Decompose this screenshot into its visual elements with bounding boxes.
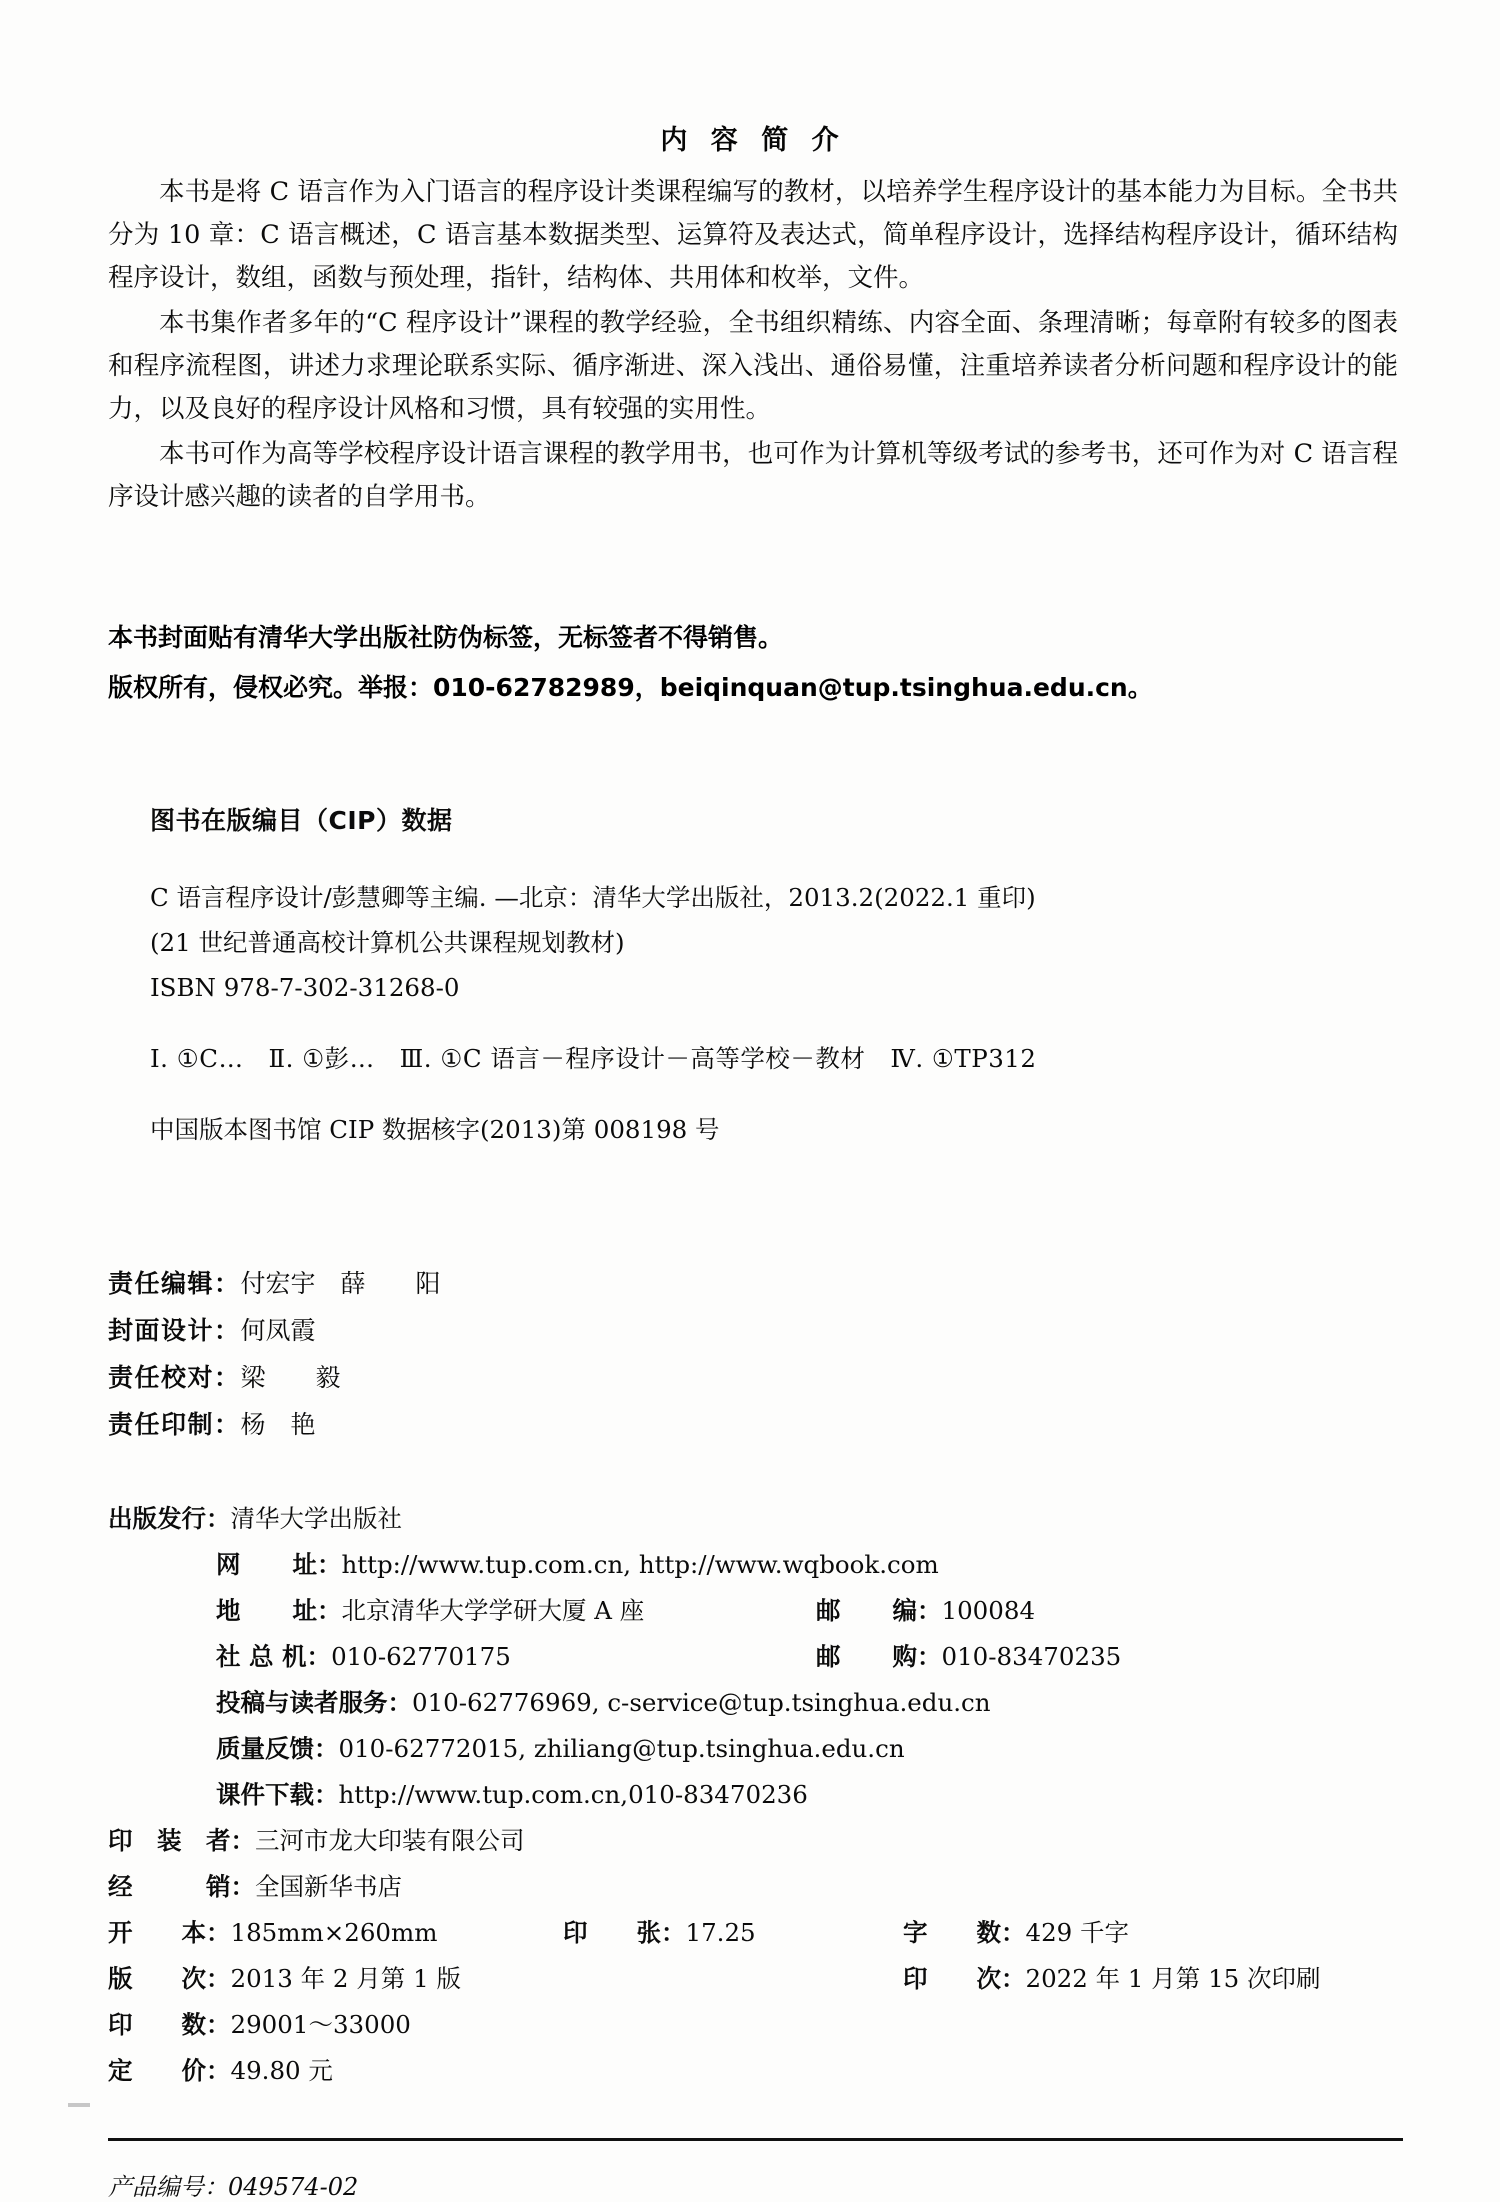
publisher-mailorder-value: 010-83470235 [941,1642,1122,1671]
publisher-section [108,1448,1398,2094]
impression-label: 印 次： [903,1964,1026,1993]
format-value: 185mm×260mm [230,1918,438,1947]
publisher-website-row [108,1542,1398,1588]
publisher-postcode-label-b: 编： [892,1596,942,1625]
cip-number-line: 中国版本图书馆 CIP 数据核字(2013)第 008198 号 [150,1115,720,1144]
sheets-label: 印 张： [563,1918,686,1947]
publisher-courseware-label: 课件下载： [216,1780,339,1809]
wordcount-value: 429 千字 [1025,1918,1130,1947]
intro-paragraph: 本书集作者多年的“C 程序设计”课程的教学经验，全书组织精练、内容全面、条理清晰；每章附有较多的图表和程序流程图，讲述力求理论联系实际、循序渐进、深入浅出、通俗易懂，注重培养读者分析问题和程序设计的能力，以及良好的程序设计风格和习惯，具有较强的实用性。 [108,308,1398,424]
printer-value: 三河市龙大印装有限公司 [255,1826,525,1855]
publisher-address-label-b: 址： [292,1596,342,1625]
staff-row [108,1307,1398,1354]
publisher-website-label-a: 网 [216,1550,241,1579]
format-row [108,1910,1398,1956]
printer-row [108,1818,1398,1864]
publisher-postcode-value: 100084 [941,1596,1036,1625]
page-title: 内 容 简 介 [660,125,846,156]
publisher-mailorder-label-b: 购： [892,1642,942,1671]
staff-label: 封面设计： [108,1316,241,1345]
impression-value: 2022 年 1 月第 15 次印刷 [1025,1964,1321,1993]
page-content [108,0,1398,2202]
publisher-issuer-value: 清华大学出版社 [230,1504,402,1533]
publisher-address-label-a: 地 [216,1596,241,1625]
cip-isbn-line: ISBN 978-7-302-31268-0 [150,973,460,1002]
publisher-quality-row [108,1726,1398,1772]
publisher-postcode-label-a: 邮 [816,1596,841,1625]
distributor-label: 经 销： [108,1872,255,1901]
staff-label: 责任印制： [108,1410,241,1439]
cip-section [108,713,1398,1152]
publisher-quality-label: 质量反馈： [216,1734,339,1763]
publisher-quality-value: 010-62772015, zhiliang@tup.tsinghua.edu.cn [338,1734,905,1763]
price-value: 49.80 元 [230,2056,333,2085]
distributor-value: 全国新华书店 [255,1872,402,1901]
print-run-row [108,2002,1398,2048]
cip-heading: 图书在版编目（CIP）数据 [150,806,453,835]
publisher-mailorder-label-a: 邮 [816,1642,841,1671]
intro-paragraph: 本书是将 C 语言作为入门语言的程序设计类课程编写的教材，以培养学生程序设计的基本能力为目标。全书共分为 10 章：C 语言概述，C 语言基本数据类型、运算符及表达式，简单程序设计，选择结构程序设计，循环结构程序设计，数组，函数与预处理，指针，结构体、共用体和枚举，文件。 [108,177,1398,293]
staff-credits [108,1152,1398,1448]
cip-title-line: C 语言程序设计/彭慧卿等主编. —北京：清华大学出版社，2013.2(2022.1 重印) [150,883,1036,912]
publisher-courseware-row [108,1772,1398,1818]
price-label: 定 价： [108,2056,231,2085]
product-code: 产品编号：049574-02 [108,2173,359,2201]
staff-row [108,1260,1398,1307]
publisher-website-label-b: 址： [292,1550,342,1579]
publisher-submission-label: 投稿与读者服务： [216,1688,412,1717]
wordcount-label: 字 数： [903,1918,1026,1947]
scan-artifact [68,2103,90,2107]
publisher-courseware-value: http://www.tup.com.cn,010-83470236 [338,1780,808,1809]
publisher-submission-row [108,1680,1398,1726]
infringement-report-line: 版权所有，侵权必究。举报：010-62782989，beiqinquan@tup.tsinghua.edu.cn。 [108,673,1153,702]
print-run-value: 29001～33000 [230,2010,411,2039]
publisher-issuer-row [108,1496,1398,1542]
staff-value: 梁 毅 [240,1363,341,1392]
edition-row [108,1956,1398,2002]
sheets-value: 17.25 [685,1918,756,1947]
staff-value: 付宏宇 薛 阳 [240,1269,441,1298]
publisher-address-row [108,1588,1398,1634]
edition-label: 版 次： [108,1964,231,1993]
staff-row [108,1354,1398,1401]
staff-value: 何凤霞 [240,1316,316,1345]
publisher-switchboard-value: 010-62770175 [331,1642,511,1671]
price-row [108,2048,1398,2094]
edition-value: 2013 年 2 月第 1 版 [230,1964,461,1993]
staff-label: 责任编辑： [108,1269,241,1298]
format-label: 开 本： [108,1918,231,1947]
publisher-switchboard-label: 社 总 机： [216,1642,332,1671]
printer-label: 印 装 者： [108,1826,255,1855]
staff-row [108,1401,1398,1448]
publisher-website-value: http://www.tup.com.cn, http://www.wqbook.com [341,1550,939,1579]
publisher-submission-value: 010-62776969, c-service@tup.tsinghua.edu.cn [412,1688,991,1717]
copyright-notice [108,521,1398,713]
distributor-row [108,1864,1398,1910]
print-run-label: 印 数： [108,2010,231,2039]
anti-counterfeit-line: 本书封面贴有清华大学出版社防伪标签，无标签者不得销售。 [108,623,784,652]
staff-value: 杨 艳 [240,1410,316,1439]
publisher-address-value: 北京清华大学学研大厦 A 座 [341,1596,645,1625]
intro-paragraph: 本书可作为高等学校程序设计语言课程的教学用书，也可作为计算机等级考试的参考书，还可作为对 C 语言程序设计感兴趣的读者的自学用书。 [108,439,1398,512]
cip-series-line: (21 世纪普通高校计算机公共课程规划教材) [150,928,625,957]
cip-classification-line: Ⅰ. ①C… Ⅱ. ①彭… Ⅲ. ①C 语言－程序设计－高等学校－教材 Ⅳ. ①TP312 [150,1044,1037,1073]
publisher-switchboard-row [108,1634,1398,1680]
publisher-issuer-label: 出版发行： [108,1504,231,1533]
intro-section [108,157,1398,519]
staff-label: 责任校对： [108,1363,241,1392]
